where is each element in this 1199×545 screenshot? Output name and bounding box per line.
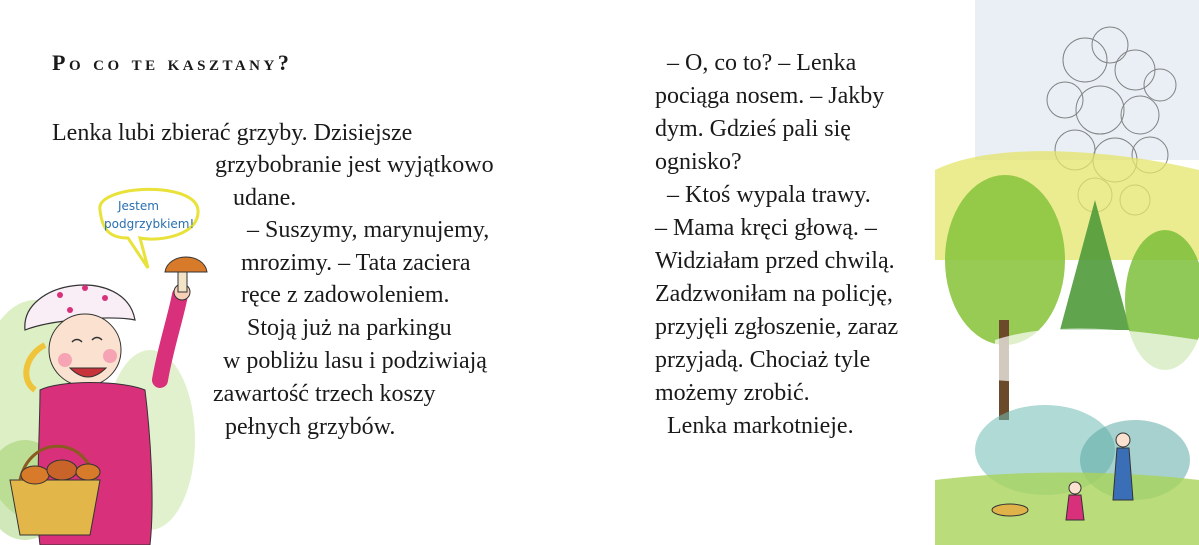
forest-illustration [935,0,1199,545]
text-line: przyjadą. Chociaż tyle [655,347,871,373]
text-line: Widziałam przed chwilą. [655,248,895,274]
text-line: Lenka lubi zbierać grzyby. Dzisiejsze [52,120,413,146]
text-line: w pobliżu lasu i podziwiają [223,348,487,374]
bubble-line-2: podgrzybkiem! [104,217,195,231]
text-line: Zadzwoniłam na policję, [655,281,893,307]
text-line: – Mama kręci głową. – [655,215,877,241]
text-line: – Ktoś wypala trawy. [667,182,871,208]
text-line: możemy zrobić. [655,380,810,406]
text-line: udane. [233,185,297,211]
text-line: Lenka markotnieje. [667,413,854,439]
text-line: pociąga nosem. – Jakby [655,83,885,109]
text-line: ognisko? [655,149,742,175]
girl-illustration [0,180,210,545]
chapter-title: Po co te kasztany? [52,50,293,75]
text-line: grzybobranie jest wyjątkowo [215,152,494,178]
text-line: ręce z zadowoleniem. [241,282,450,308]
text-line: – O, co to? – Lenka [667,50,857,76]
bubble-line-1: Jestem [118,199,159,213]
text-line: mrozimy. – Tata zaciera [241,250,471,276]
text-line: przyjęli zgłoszenie, zaraz [655,314,899,340]
text-line: pełnych grzybów. [225,414,396,440]
text-line: zawartość trzech koszy [213,381,436,407]
text-line: dym. Gdzieś pali się [655,116,851,142]
text-line: – Suszymy, marynujemy, [247,217,490,243]
text-line: Stoją już na parkingu [247,315,452,341]
